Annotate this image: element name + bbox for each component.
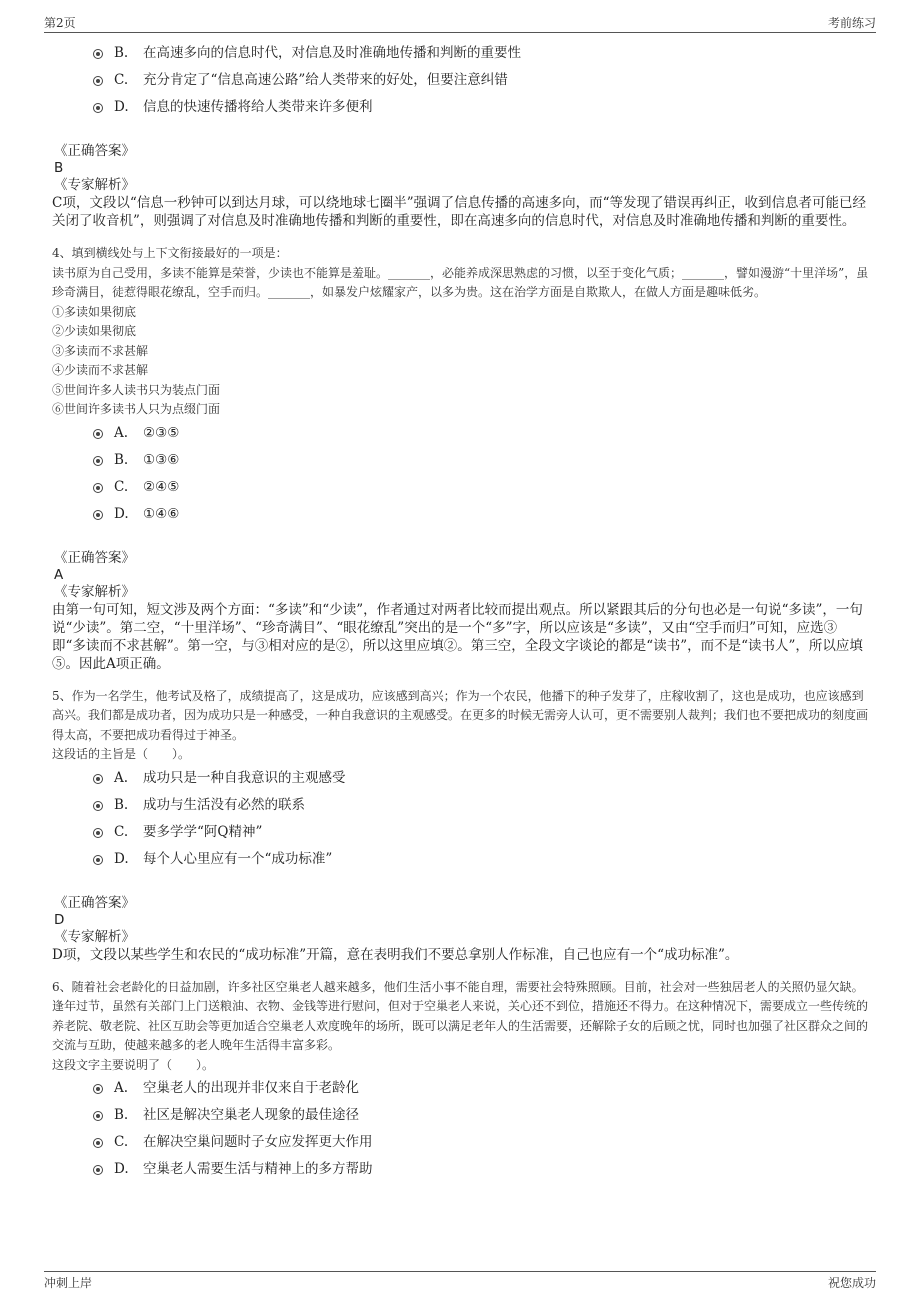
q4-option-c[interactable]: C. ②④⑤ — [52, 474, 872, 501]
q6-question: 这段文字主要说明了（ ）。 — [52, 1057, 215, 1072]
q6-option-d[interactable]: D. 空巢老人需要生活与精神上的多方帮助 — [52, 1156, 872, 1183]
q3-options — [52, 40, 872, 121]
q6-option-c[interactable]: C. 在解决空巢问题时子女应发挥更大作用 — [52, 1129, 872, 1156]
q5-option-d[interactable]: D. 每个人心里应有一个“成功标准” — [52, 846, 872, 873]
radio-icon[interactable] — [93, 774, 103, 784]
radio-icon[interactable] — [93, 49, 103, 59]
q3-option-c[interactable]: C. 充分肯定了“信息高速公路”给人类带来的好处，但要注意纠错 — [52, 67, 872, 94]
q4-option-b[interactable]: B. ①③⑥ — [52, 447, 872, 474]
radio-icon[interactable] — [93, 510, 103, 520]
q5-option-a[interactable]: A. 成功只是一种自我意识的主观感受 — [52, 765, 872, 792]
q4-stem: 4、填到横线处与上下文衔接最好的一项是： — [52, 246, 288, 260]
radio-icon[interactable] — [93, 1111, 103, 1121]
radio-icon[interactable] — [93, 828, 103, 838]
q5-option-b[interactable]: B. 成功与生活没有必然的联系 — [52, 792, 872, 819]
q5-analysis: D项，文段以某些学生和农民的“成功标准”开篇，意在表明我们不要总拿别人作标准，自己也应有一个“成功标准”。 — [52, 946, 739, 963]
q3-option-b[interactable]: B. 在高速多向的信息时代，对信息及时准确地传播和判断的重要性 — [52, 40, 872, 67]
radio-icon[interactable] — [93, 429, 103, 439]
radio-icon[interactable] — [93, 1165, 103, 1175]
q3-analysis: C项，文段以“信息一秒钟可以到达月球，可以绕地球七圈半”强调了信息传播的高速多向，而“等发现了错误再纠正，收到信息者可能已经关闭了收音机”，则强调了对信息及时准确地传播和判断的重要性，即在高速多向的信息时代，对信息及时准确地传播和判断的重要性。 — [52, 195, 867, 229]
radio-icon[interactable] — [93, 103, 103, 113]
q6-options — [52, 1075, 872, 1183]
q4-passage: 读书原为自己受用，多读不能算是荣誉，少读也不能算是羞耻。_______，必能养成深思熟虑的习惯，以至于变化气质；_______，譬如漫游“十里洋场”，虽珍奇满目，徒惹得眼花缭乱，空手而归。_______，如暴发户炫耀家产，以多为贵。这在治学方面是自欺欺人，在做人方面是趣味低劣。 — [52, 265, 869, 299]
radio-icon[interactable] — [93, 801, 103, 811]
q6-option-a[interactable]: A. 空巢老人的出现并非仅来自于老龄化 — [52, 1075, 872, 1102]
analysis-label: 《专家解析》 — [54, 583, 135, 600]
q4-item: ③多读而不求甚解 — [52, 343, 149, 358]
footer-right: 祝您成功 — [827, 1276, 876, 1290]
radio-icon[interactable] — [93, 483, 103, 493]
q4-analysis: 由第一句可知，短文涉及两个方面：“多读”和“少读”，作者通过对两者比较而提出观点。所以紧跟其后的分句也必是一句说“多读”，一句说“少读”。第二空，“十里洋场”、“珍奇满目”、“眼花缭乱”突出的是一个“多”字，所以应该是“多读”，又由“空手而归”可知，应选③即“多读而不求甚解”。第一空，与③相对应的是②，所以这里应填②。第三空，全段文字谈论的都是“读书”，而不是“读书人”，所以应填⑤。因此A项正确。 — [52, 601, 863, 672]
analysis-label: 《专家解析》 — [54, 177, 135, 193]
document-body — [52, 40, 872, 1183]
q4-answer: A — [54, 566, 64, 583]
q5-question: 这段话的主旨是（ ）。 — [52, 747, 191, 761]
q3-option-d[interactable]: D. 信息的快速传播将给人类带来许多便利 — [52, 94, 872, 121]
q5-answer: D — [54, 911, 65, 928]
q5-stem: 5、作为一名学生，他考试及格了，成绩提高了，这是成功，应该感到高兴；作为一个农民，他播下的种子发芽了，庄稼收割了，这也是成功，也应该感到高兴。我们都是成功者，因为成功只是一种感受，一种自我意识的主观感受。在更多的时候无需旁人认可，更不需要别人裁判；我们也不要把成功的刻度画得太高，不要把成功看得过于神圣。 — [52, 688, 869, 742]
q4-options — [52, 420, 872, 528]
footer-left: 冲刺上岸 — [44, 1276, 93, 1290]
q3-answer: B — [54, 160, 64, 176]
q4-item: ⑥世间许多读书人只为点缀门面 — [52, 402, 221, 416]
q6-option-b[interactable]: B. 社区是解决空巢老人现象的最佳途径 — [52, 1102, 872, 1129]
header-title: 考前练习 — [827, 16, 876, 30]
answer-label: 《正确答案》 — [54, 143, 135, 159]
page-footer — [44, 1271, 876, 1296]
q5-options — [52, 765, 872, 873]
radio-icon[interactable] — [93, 1084, 103, 1094]
q4-item: ①多读如果彻底 — [52, 304, 137, 319]
q4-option-d[interactable]: D. ①④⑥ — [52, 501, 872, 528]
radio-icon[interactable] — [93, 456, 103, 466]
q4-item: ⑤世间许多人读书只为装点门面 — [52, 382, 221, 397]
radio-icon[interactable] — [93, 1138, 103, 1148]
answer-label: 《正确答案》 — [54, 894, 135, 911]
radio-icon[interactable] — [93, 76, 103, 86]
radio-icon[interactable] — [93, 855, 103, 865]
answer-label: 《正确答案》 — [54, 549, 135, 566]
analysis-label: 《专家解析》 — [54, 928, 135, 945]
q4-item: ④少读而不求甚解 — [52, 363, 149, 377]
q6-stem: 6、随着社会老龄化的日益加剧，许多社区空巢老人越来越多，他们生活小事不能自理，需要社会特殊照顾。目前，社会对一些独居老人的关照仍显欠缺。逢年过节，虽然有关部门上门送粮油、衣物、金钱等进行慰问，但对于空巢老人来说，关心还不到位，措施还不得力。在这种情况下，需要成立一些传统的养老院、敬老院、社区互助会等更加适合空巢老人欢度晚年的场所，既可以满足老年人的生活需要，还解除子女的后顾之忧，同时也加强了社区群众之间的交流与互助，使越来越多的老人晚年生活得丰富多彩。 — [52, 979, 869, 1052]
q4-option-a[interactable]: A. ②③⑤ — [52, 420, 872, 447]
q5-option-c[interactable]: C. 要多学学“阿Q精神” — [52, 819, 872, 846]
page-number: 第2页 — [44, 16, 76, 30]
page-header — [44, 10, 876, 33]
q4-item: ②少读如果彻底 — [52, 324, 137, 338]
